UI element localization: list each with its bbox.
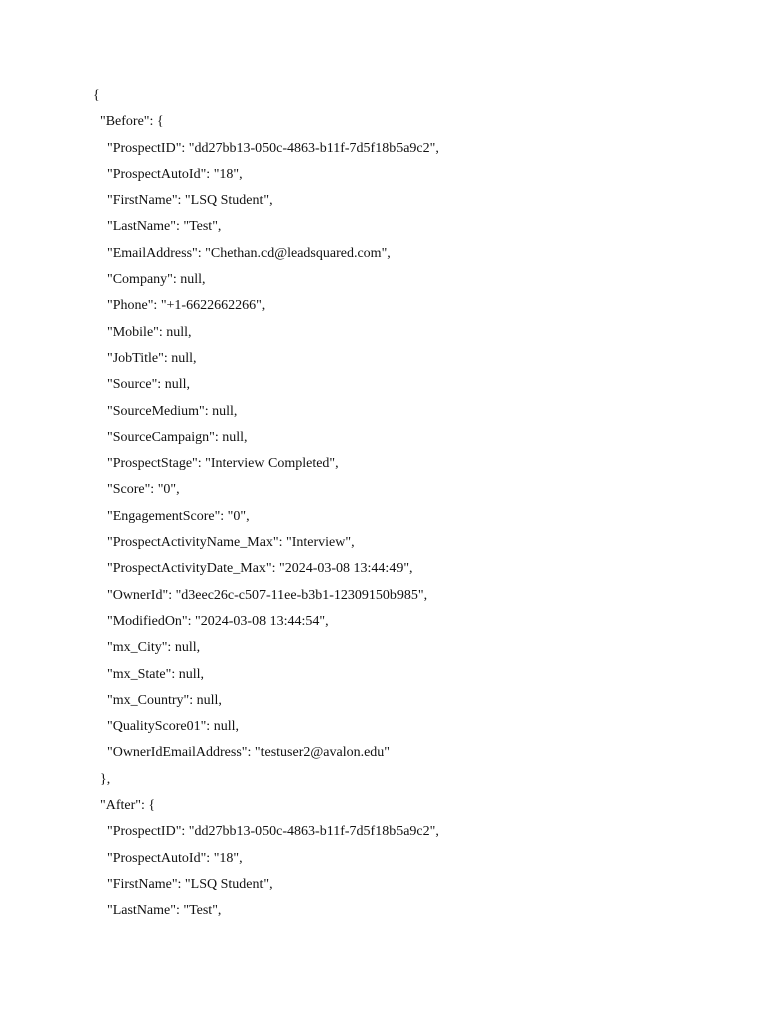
before-mx-country: "mx_Country": null, xyxy=(107,692,222,708)
before-activity-name-max: "ProspectActivityName_Max": "Interview", xyxy=(107,535,355,551)
before-prospect-id: "ProspectID": "dd27bb13-050c-4863-b11f-7d5f18b5a9c2", xyxy=(107,140,439,156)
before-email-address: "EmailAddress": "Chethan.cd@leadsquared.com", xyxy=(107,245,391,261)
json-open-brace: { xyxy=(93,88,100,103)
before-owner-email: "OwnerIdEmailAddress": "testuser2@avalon.edu" xyxy=(107,745,391,761)
after-prospect-id: "ProspectID": "dd27bb13-050c-4863-b11f-7d5f18b5a9c2", xyxy=(107,824,439,840)
before-source-campaign: "SourceCampaign": null, xyxy=(107,429,248,445)
before-first-name: "FirstName": "LSQ Student", xyxy=(107,193,273,209)
before-prospect-stage: "ProspectStage": "Interview Completed", xyxy=(107,456,339,472)
before-mx-state: "mx_State": null, xyxy=(107,666,204,682)
after-section-key: "After": { xyxy=(100,798,156,814)
before-activity-date-max: "ProspectActivityDate_Max": "2024-03-08 13:44:49", xyxy=(107,561,413,577)
after-prospect-auto-id: "ProspectAutoId": "18", xyxy=(107,850,243,866)
before-section-key: "Before": { xyxy=(100,114,164,130)
before-company: "Company": null, xyxy=(107,272,206,288)
after-first-name: "FirstName": "LSQ Student", xyxy=(107,876,273,892)
before-job-title: "JobTitle": null, xyxy=(107,350,197,366)
before-modified-on: "ModifiedOn": "2024-03-08 13:44:54", xyxy=(107,613,329,629)
before-phone: "Phone": "+1-6622662266", xyxy=(107,298,266,314)
after-last-name: "LastName": "Test", xyxy=(107,903,222,919)
json-document xyxy=(0,86,768,928)
before-quality-score: "QualityScore01": null, xyxy=(107,719,239,735)
before-mobile: "Mobile": null, xyxy=(107,324,192,340)
before-section-close: }, xyxy=(100,771,111,787)
before-source: "Source": null, xyxy=(107,377,190,393)
before-prospect-auto-id: "ProspectAutoId": "18", xyxy=(107,166,243,182)
before-owner-id: "OwnerId": "d3eec26c-c507-11ee-b3b1-12309150b985", xyxy=(107,587,428,603)
before-mx-city: "mx_City": null, xyxy=(107,640,201,656)
before-engagement-score: "EngagementScore": "0", xyxy=(107,508,250,524)
before-score: "Score": "0", xyxy=(107,482,180,498)
before-last-name: "LastName": "Test", xyxy=(107,219,222,235)
before-source-medium: "SourceMedium": null, xyxy=(107,403,238,419)
